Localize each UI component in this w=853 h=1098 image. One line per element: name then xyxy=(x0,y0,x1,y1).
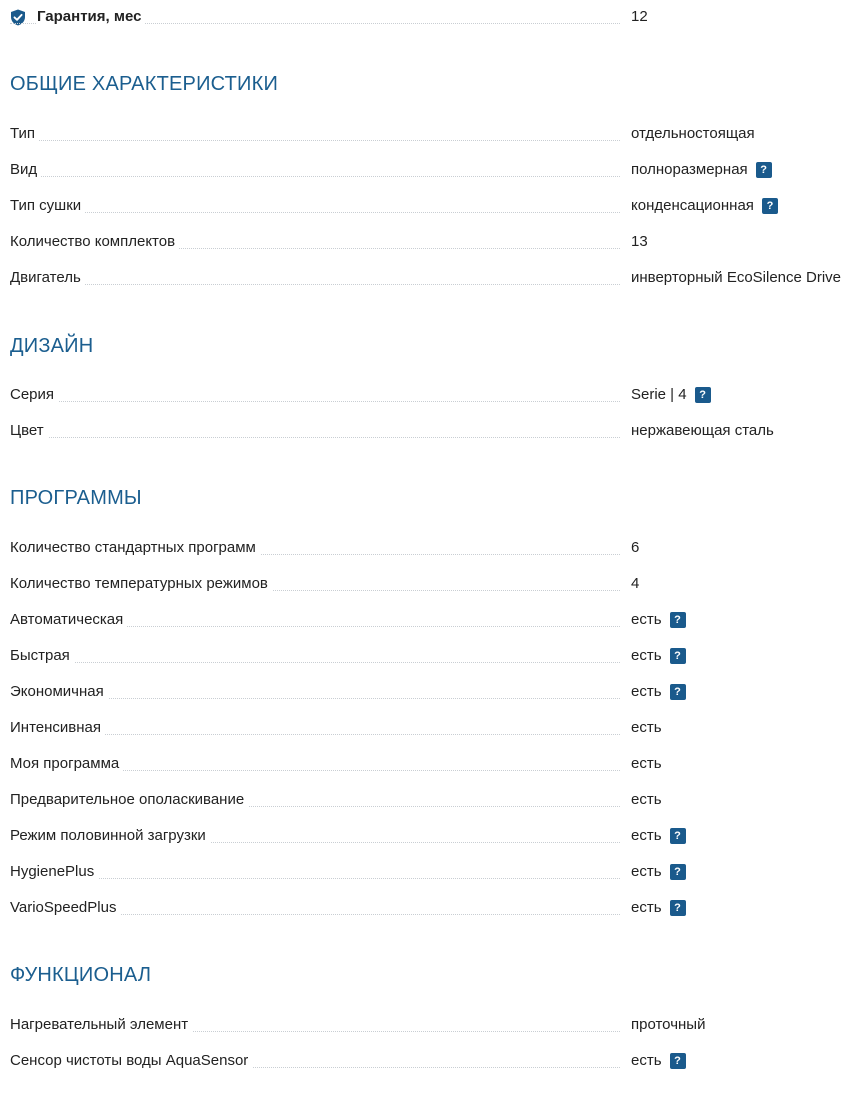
spec-value: есть ? xyxy=(631,897,686,919)
row-leader-dots xyxy=(10,662,620,663)
spec-label: Экономичная xyxy=(10,681,108,703)
spec-label: Сенсор чистоты воды AquaSensor xyxy=(10,1050,252,1072)
spec-label: Количество комплектов xyxy=(10,231,179,253)
help-icon[interactable]: ? xyxy=(670,864,686,880)
spec-label: Вид xyxy=(10,159,41,181)
spec-row xyxy=(10,645,853,667)
section-title-general: ОБЩИЕ ХАРАКТЕРИСТИКИ xyxy=(10,73,279,95)
spec-value: есть ? xyxy=(631,825,686,847)
row-leader-dots xyxy=(10,284,620,285)
spec-label: Режим половинной загрузки xyxy=(10,825,210,847)
spec-value: отдельностоящая xyxy=(631,125,755,142)
spec-label: Двигатель xyxy=(10,267,85,289)
spec-value: проточный xyxy=(631,1016,706,1033)
row-leader-dots xyxy=(10,437,620,438)
spec-value: есть ? xyxy=(631,645,686,667)
spec-row-warranty xyxy=(10,6,853,28)
spec-row xyxy=(10,384,853,406)
spec-row xyxy=(10,717,853,739)
help-icon[interactable]: ? xyxy=(762,198,778,214)
section-title-functional: ФУНКЦИОНАЛ xyxy=(10,964,152,986)
spec-row xyxy=(10,861,853,883)
help-icon[interactable]: ? xyxy=(670,684,686,700)
spec-label: Тип сушки xyxy=(10,195,85,217)
spec-value: 6 xyxy=(631,539,640,556)
spec-value: есть ? xyxy=(631,609,686,631)
spec-label: Быстрая xyxy=(10,645,74,667)
spec-row xyxy=(10,573,853,595)
spec-label: Автоматическая xyxy=(10,609,127,631)
spec-row xyxy=(10,267,853,289)
spec-row xyxy=(10,1050,853,1072)
spec-row xyxy=(10,231,853,253)
spec-row xyxy=(10,897,853,919)
spec-value: 12 xyxy=(631,8,648,25)
spec-value: есть ? xyxy=(631,681,686,703)
spec-label: Серия xyxy=(10,384,58,406)
row-leader-dots xyxy=(10,212,620,213)
row-leader-dots xyxy=(10,401,620,402)
help-icon[interactable]: ? xyxy=(670,828,686,844)
spec-value: 13 xyxy=(631,233,648,250)
spec-label: Нагревательный элемент xyxy=(10,1014,192,1036)
spec-value: есть ? xyxy=(631,1050,686,1072)
spec-row xyxy=(10,753,853,775)
spec-label: Интенсивная xyxy=(10,717,105,739)
spec-value: инверторный EcoSilence Drive xyxy=(631,269,842,286)
spec-label: Моя программа xyxy=(10,753,123,775)
spec-label: HygienePlus xyxy=(10,861,98,883)
spec-row xyxy=(10,420,853,442)
spec-row xyxy=(10,1014,853,1036)
spec-row xyxy=(10,825,853,847)
row-leader-dots xyxy=(10,878,620,879)
row-leader-dots xyxy=(10,140,620,141)
spec-row xyxy=(10,537,853,559)
spec-label: Количество стандартных программ xyxy=(10,537,260,559)
spec-label: Гарантия, мес xyxy=(37,6,145,28)
spec-value: есть xyxy=(631,719,662,736)
help-icon[interactable]: ? xyxy=(670,612,686,628)
spec-value: есть ? xyxy=(631,861,686,883)
spec-label: Количество температурных режимов xyxy=(10,573,272,595)
spec-value: 4 xyxy=(631,575,640,592)
spec-label: Цвет xyxy=(10,420,48,442)
spec-value: полноразмерная ? xyxy=(631,159,772,181)
spec-row xyxy=(10,123,853,145)
help-icon[interactable]: ? xyxy=(756,162,772,178)
help-icon[interactable]: ? xyxy=(695,387,711,403)
spec-value: Serie | 4 ? xyxy=(631,384,711,406)
help-icon[interactable]: ? xyxy=(670,900,686,916)
spec-label: Предварительное ополаскивание xyxy=(10,789,248,811)
help-icon[interactable]: ? xyxy=(670,648,686,664)
spec-label: Тип xyxy=(10,123,39,145)
spec-value: есть xyxy=(631,791,662,808)
spec-row xyxy=(10,159,853,181)
help-icon[interactable]: ? xyxy=(670,1053,686,1069)
section-title-programs: ПРОГРАММЫ xyxy=(10,487,142,509)
spec-value: конденсационная ? xyxy=(631,195,778,217)
spec-row xyxy=(10,681,853,703)
spec-value: есть xyxy=(631,755,662,772)
spec-label: VarioSpeedPlus xyxy=(10,897,120,919)
spec-row xyxy=(10,609,853,631)
spec-value: нержавеющая сталь xyxy=(631,422,774,439)
row-leader-dots xyxy=(10,176,620,177)
spec-row xyxy=(10,195,853,217)
section-title-design: ДИЗАЙН xyxy=(10,335,94,357)
spec-row xyxy=(10,789,853,811)
